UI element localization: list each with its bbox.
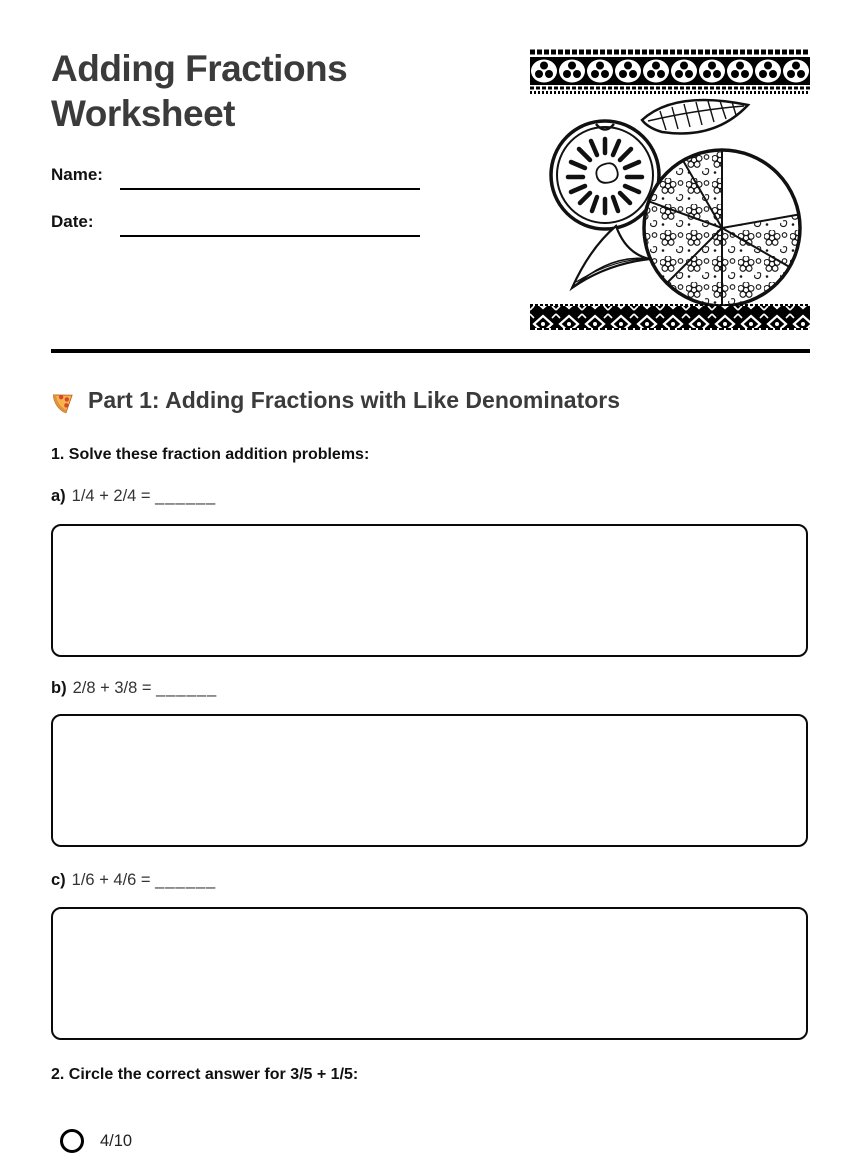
fruit-pie-illustration <box>530 48 810 330</box>
q2-option-row <box>60 1129 132 1153</box>
answer-box-a[interactable] <box>51 524 808 657</box>
problem-a-blank[interactable]: ______ <box>155 487 217 505</box>
problem-a-label: a) <box>51 487 66 505</box>
leaf-icon <box>642 100 748 133</box>
part1-heading <box>51 387 620 414</box>
q1-prompt: 1. Solve these fraction addition problems: <box>51 446 370 463</box>
answer-box-b[interactable] <box>51 714 808 847</box>
q2-option-radio[interactable] <box>60 1129 84 1153</box>
date-label: Date: <box>51 212 94 231</box>
top-border-ornament <box>530 52 810 93</box>
part1-heading-text: Part 1: Adding Fractions with Like Denominators <box>88 387 621 413</box>
fraction-pie-icon <box>644 150 800 306</box>
date-input-line[interactable] <box>120 235 420 237</box>
kiwi-slice-icon <box>551 121 659 229</box>
problem-b <box>51 679 217 698</box>
problem-c <box>51 871 216 890</box>
problem-b-expression: 2/8 + 3/8 = <box>72 679 152 697</box>
pizza-slice-icon <box>51 387 78 414</box>
problem-c-blank[interactable]: ______ <box>155 871 217 889</box>
problem-c-label: c) <box>51 871 66 889</box>
problem-a-expression: 1/4 + 2/4 = <box>71 487 151 505</box>
name-input-line[interactable] <box>120 188 420 190</box>
page-title: Adding Fractions Worksheet <box>51 48 348 134</box>
problem-b-label: b) <box>51 679 67 697</box>
problem-a <box>51 487 216 506</box>
bottom-border-ornament <box>530 305 810 329</box>
name-label: Name: <box>51 165 103 184</box>
small-leaf-icon <box>572 226 650 288</box>
q2-prompt: 2. Circle the correct answer for 3/5 + 1/5: <box>51 1066 359 1083</box>
answer-box-c[interactable] <box>51 907 808 1040</box>
problem-b-blank[interactable]: ______ <box>156 679 218 697</box>
section-divider <box>51 349 810 353</box>
problem-c-expression: 1/6 + 4/6 = <box>71 871 151 889</box>
q2-option-label: 4/10 <box>100 1131 133 1150</box>
